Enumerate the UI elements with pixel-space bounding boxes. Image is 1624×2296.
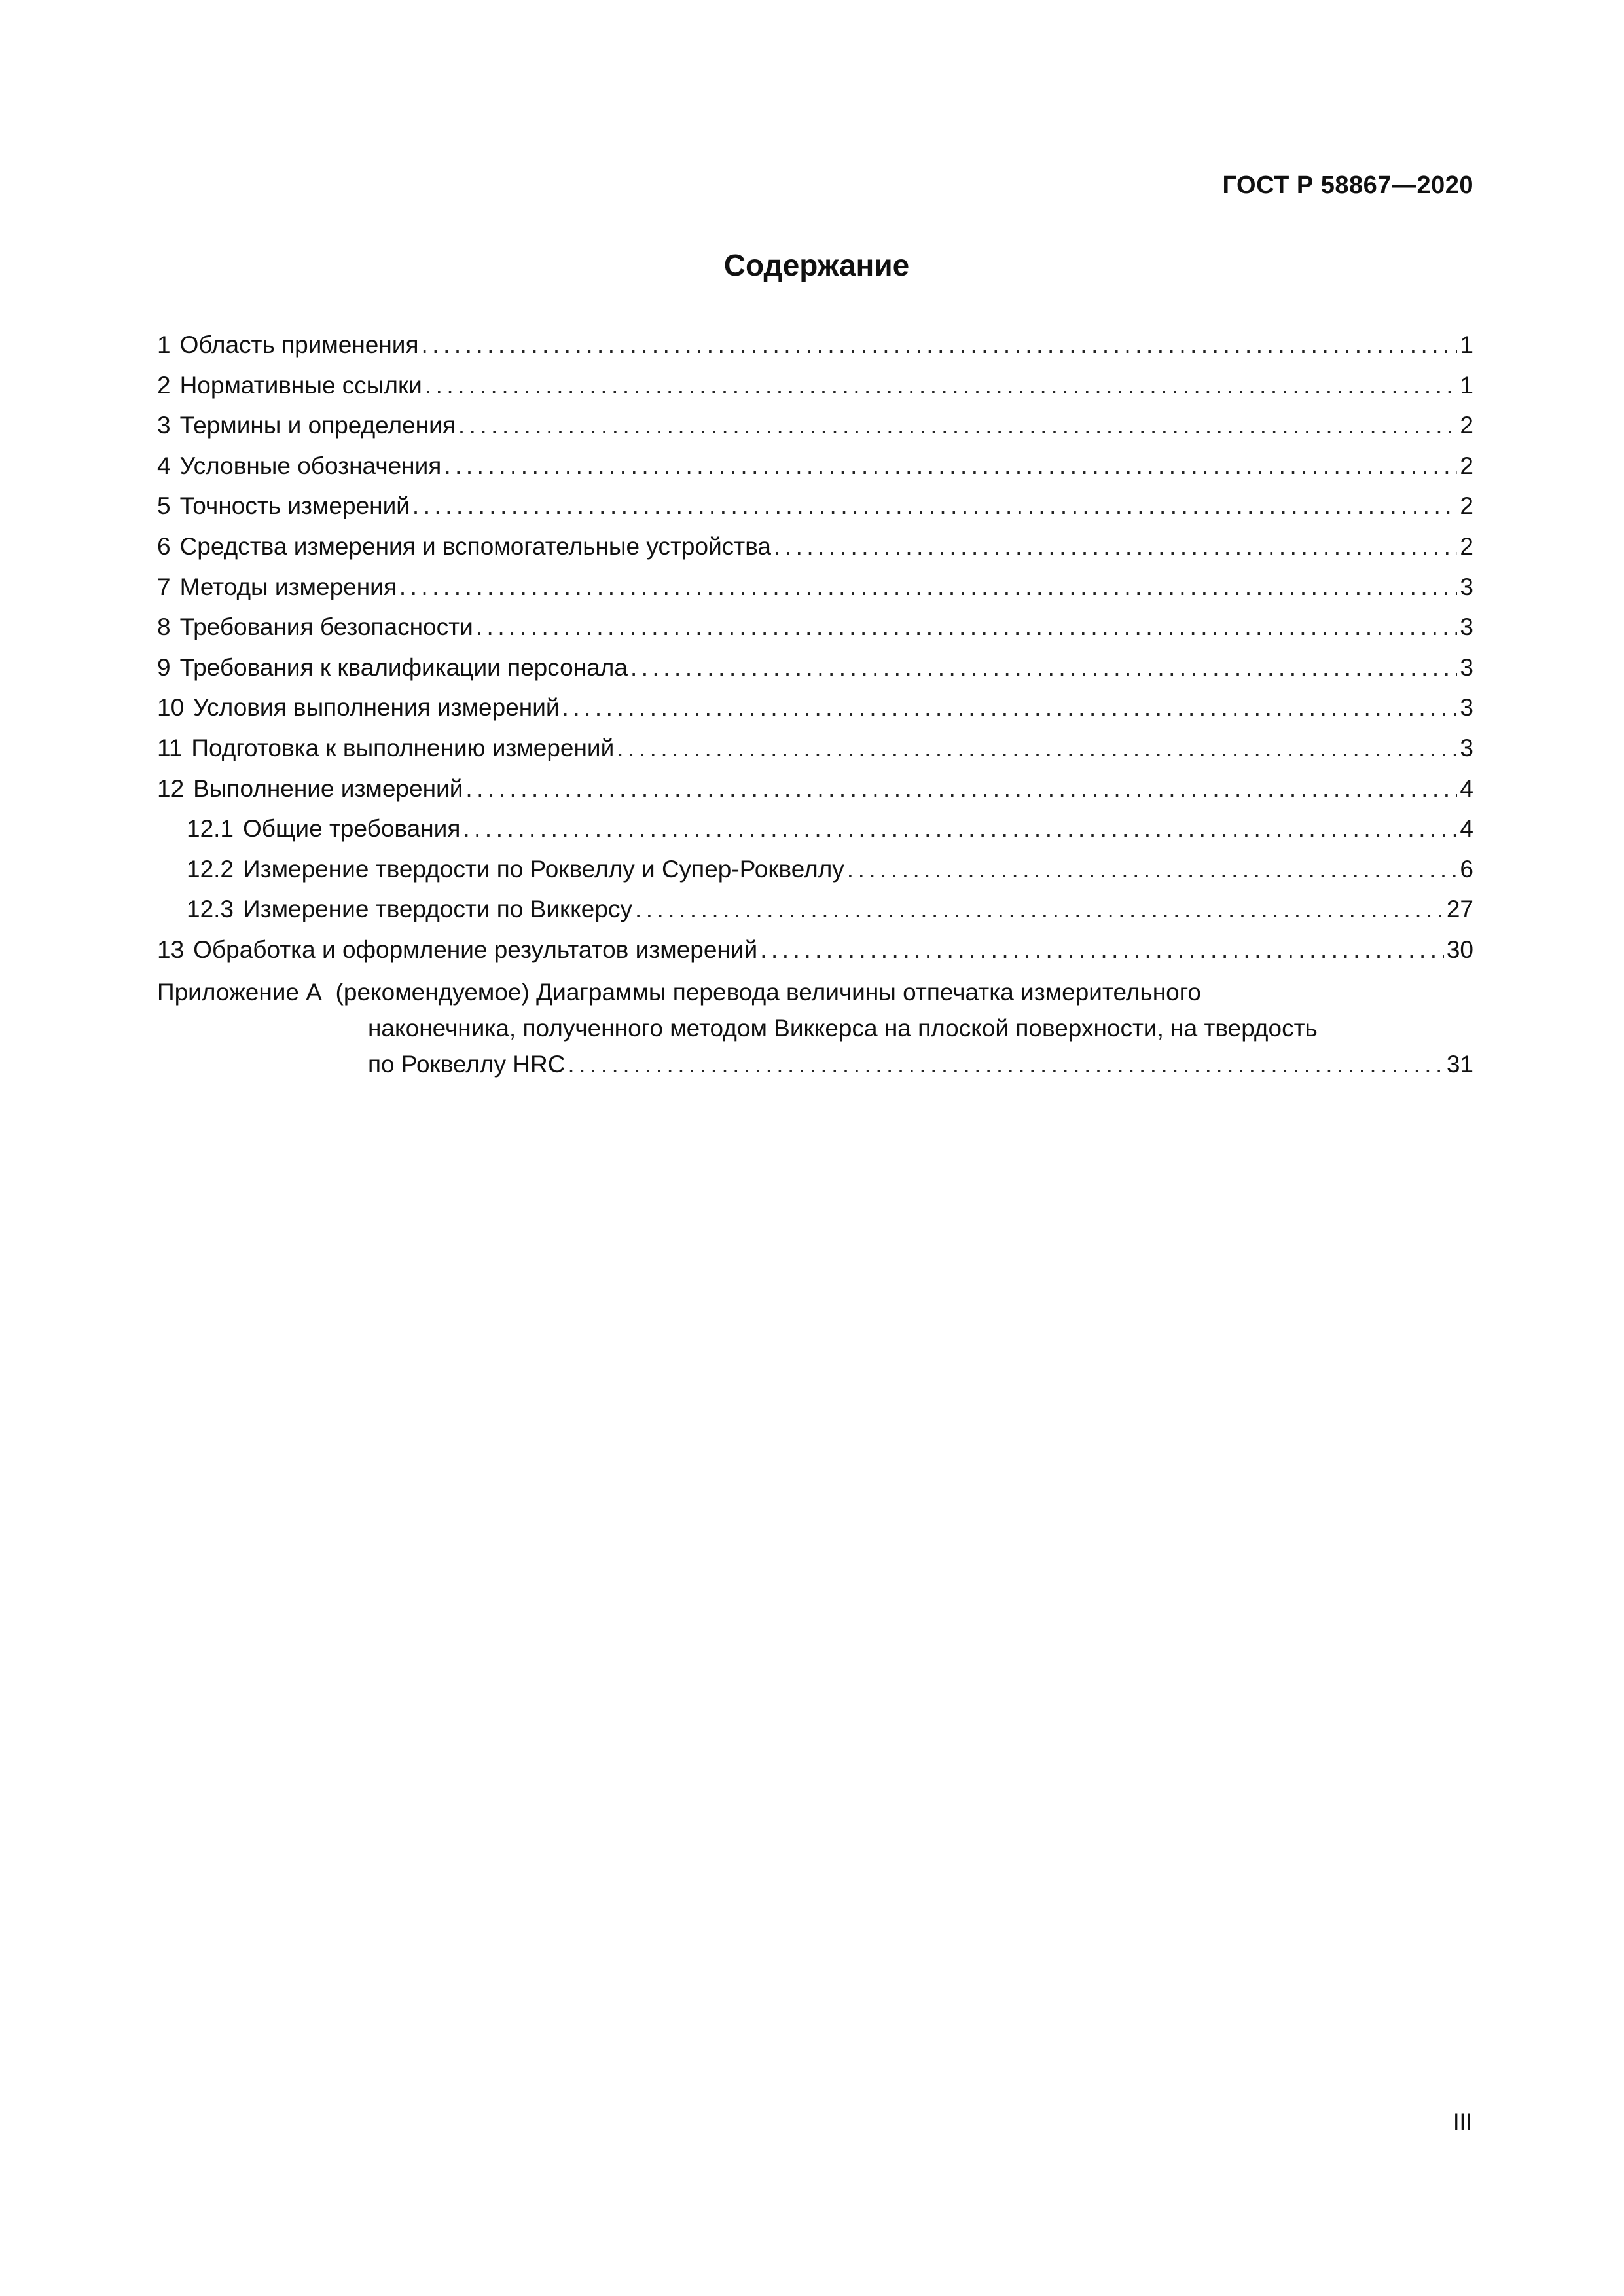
toc-item[interactable] — [157, 405, 1473, 446]
toc-item-page: 4 — [1460, 774, 1473, 802]
dot-leader — [635, 889, 1444, 930]
toc-item[interactable] — [157, 728, 1473, 769]
dot-leader — [465, 769, 1457, 809]
toc-subitem[interactable] — [157, 809, 1473, 849]
toc-appendix-item[interactable] — [157, 974, 1473, 1082]
document-code: ГОСТ Р 58867—2020 — [1222, 172, 1473, 199]
dot-leader — [774, 526, 1457, 567]
dot-leader — [630, 647, 1457, 688]
toc-item-page: 1 — [1460, 331, 1473, 358]
toc-item-number: 6 — [157, 532, 171, 560]
dot-leader — [444, 446, 1457, 486]
toc-item-number: 3 — [157, 412, 171, 439]
toc-item[interactable] — [157, 365, 1473, 406]
toc-item-page: 2 — [1460, 492, 1473, 520]
toc-item-page: 2 — [1460, 412, 1473, 439]
toc-item-page: 4 — [1460, 815, 1473, 843]
appendix-label: Приложение А — [157, 978, 322, 1006]
toc-item-title: Обработка и оформление результатов измерений — [193, 936, 758, 963]
toc-item-number: 13 — [157, 936, 185, 963]
toc-item-page: 6 — [1460, 855, 1473, 883]
toc-item-title: Измерение твердости по Виккерсу — [243, 896, 632, 923]
toc-item[interactable] — [157, 526, 1473, 567]
page-title: Содержание — [723, 248, 910, 282]
toc-item-number: 2 — [157, 371, 171, 399]
dot-leader — [847, 849, 1458, 890]
table-of-contents — [157, 325, 1473, 1082]
toc-item-title: Подготовка к выполнению измерений — [191, 734, 615, 761]
dot-leader — [458, 405, 1458, 446]
toc-item[interactable] — [157, 687, 1473, 728]
toc-item-title: Средства измерения и вспомогательные устройства — [179, 532, 772, 560]
dot-leader — [412, 486, 1458, 526]
dot-leader — [617, 728, 1457, 769]
toc-item-number: 12.1 — [187, 815, 234, 843]
toc-item-title: Методы измерения — [179, 573, 397, 600]
toc-item[interactable] — [157, 769, 1473, 809]
toc-item-page: 27 — [1446, 896, 1473, 923]
dot-leader — [425, 365, 1458, 406]
toc-item-page: 3 — [1460, 694, 1473, 721]
toc-item-page: 2 — [1460, 532, 1473, 560]
toc-item[interactable] — [157, 486, 1473, 526]
toc-item[interactable] — [157, 607, 1473, 647]
toc-item-number: 4 — [157, 452, 171, 479]
toc-item-page: 1 — [1460, 371, 1473, 399]
toc-item-number: 12.3 — [187, 896, 234, 923]
dot-leader — [760, 930, 1444, 970]
dot-leader — [463, 809, 1457, 849]
toc-item-title: Условные обозначения — [179, 452, 442, 479]
toc-item-number: 1 — [157, 331, 171, 358]
toc-item-number: 12.2 — [187, 855, 234, 883]
dot-leader — [568, 1046, 1443, 1082]
toc-item-title: Термины и определения — [179, 412, 456, 439]
toc-item-page: 3 — [1460, 653, 1473, 681]
dot-leader — [399, 567, 1458, 608]
toc-item-page: 31 — [1446, 1050, 1473, 1078]
toc-item[interactable] — [157, 325, 1473, 365]
toc-item-title: Общие требования — [243, 815, 461, 843]
toc-item-title: Область применения — [179, 331, 419, 358]
toc-item-title: Выполнение измерений — [193, 774, 463, 802]
toc-item-title: Точность измерений — [179, 492, 410, 520]
toc-item-number: 8 — [157, 613, 171, 641]
dot-leader — [422, 325, 1458, 365]
dot-leader — [476, 607, 1458, 647]
toc-item[interactable] — [157, 446, 1473, 486]
toc-item[interactable] — [157, 567, 1473, 608]
appendix-title-line-1: (рекомендуемое) Диаграммы перевода величины отпечатка измерительного — [335, 978, 1201, 1006]
toc-item-title: Условия выполнения измерений — [193, 694, 560, 721]
toc-subitem[interactable] — [157, 889, 1473, 930]
toc-item-title: Нормативные ссылки — [179, 371, 422, 399]
toc-item-number: 7 — [157, 573, 171, 600]
toc-item-title: Требования безопасности — [179, 613, 473, 641]
appendix-title-line-3: по Роквеллу HRC — [368, 1050, 566, 1078]
toc-item-page: 30 — [1446, 936, 1473, 963]
toc-item-number: 11 — [157, 734, 183, 761]
toc-subitem[interactable] — [157, 849, 1473, 890]
toc-item-page: 3 — [1460, 573, 1473, 600]
dot-leader — [562, 687, 1458, 728]
appendix-title-line-2: наконечника, полученного методом Виккерса на плоской поверхности, на твердость — [368, 1014, 1318, 1042]
toc-item-number: 12 — [157, 774, 185, 802]
toc-item-page: 3 — [1460, 734, 1473, 761]
toc-item-number: 5 — [157, 492, 171, 520]
toc-item-title: Требования к квалификации персонала — [179, 653, 628, 681]
page-number: III — [1453, 2109, 1472, 2135]
toc-item-page: 2 — [1460, 452, 1473, 479]
toc-item-page: 3 — [1460, 613, 1473, 641]
toc-item-number: 9 — [157, 653, 171, 681]
toc-item-number: 10 — [157, 694, 185, 721]
toc-item[interactable] — [157, 930, 1473, 970]
toc-item-title: Измерение твердости по Роквеллу и Супер-Роквеллу — [243, 855, 844, 883]
toc-item[interactable] — [157, 647, 1473, 688]
